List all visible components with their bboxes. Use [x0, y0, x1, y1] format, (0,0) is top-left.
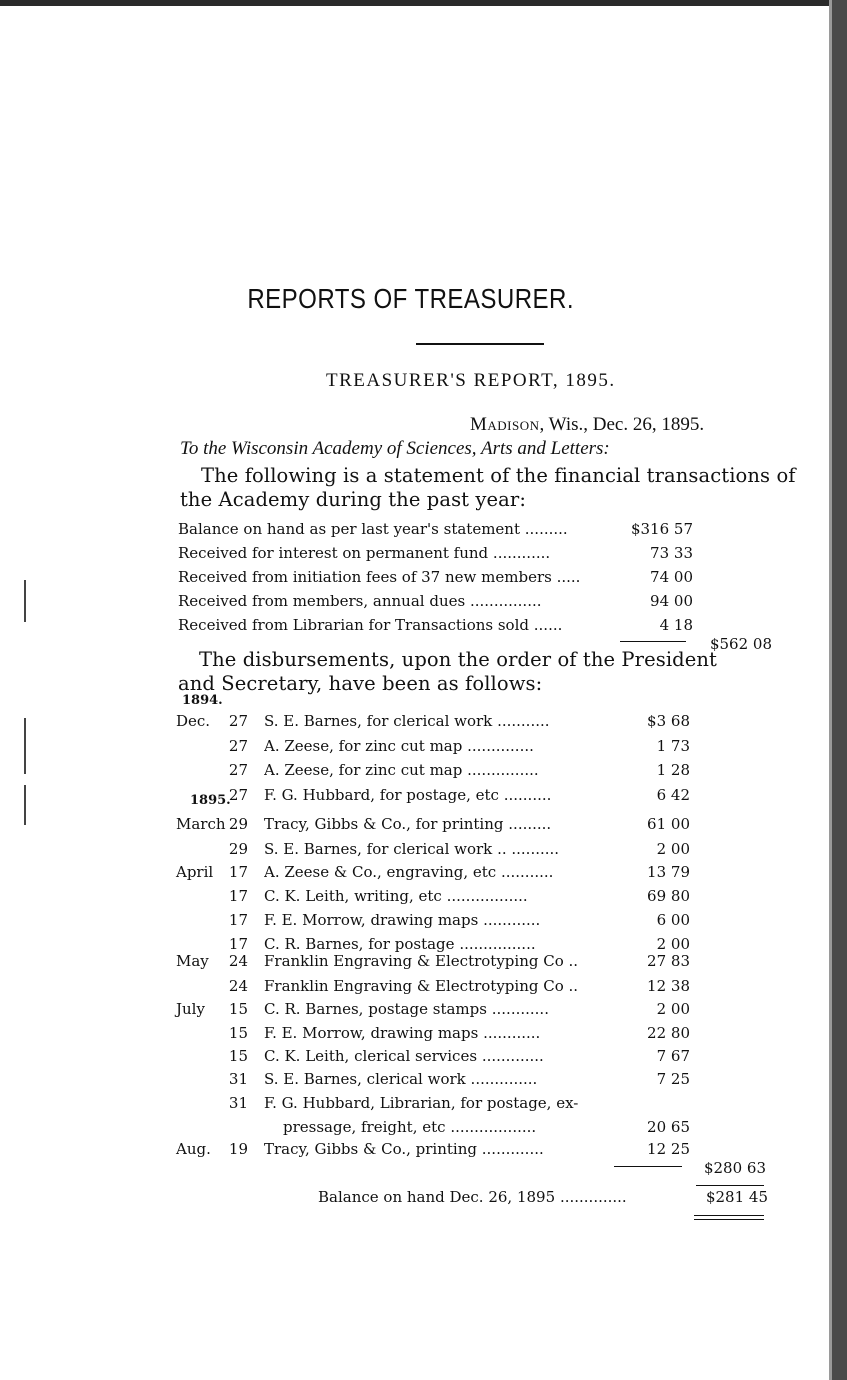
disb-day: 29 [228, 840, 248, 858]
scan-mark [24, 718, 26, 774]
disb-day: 19 [228, 1140, 248, 1158]
disb-description: C. K. Leith, clerical services ............. [264, 1047, 544, 1065]
disb-amount: 2 00 [656, 1000, 690, 1018]
disb-description: A. Zeese, for zinc cut map ............... [264, 761, 539, 779]
disbursement-row [172, 952, 690, 976]
disb-day: 17 [228, 887, 248, 905]
disb-description: F. G. Hubbard, Librarian, for postage, ex- [264, 1094, 579, 1112]
disb-description: C. K. Leith, writing, etc ................. [264, 887, 528, 905]
disb-day: 24 [228, 977, 248, 995]
disb-amount: 12 25 [647, 1140, 690, 1158]
disb-amount: 7 67 [656, 1047, 690, 1065]
intro-line: the Academy during the past year: [180, 488, 526, 511]
disb-day: 27 [228, 786, 248, 804]
disb-amount: 2 00 [656, 840, 690, 858]
disb-month: May [176, 952, 209, 970]
disb-day: 15 [228, 1047, 248, 1065]
disb-description: A. Zeese & Co., engraving, etc ........... [264, 863, 554, 881]
disb-description: S. E. Barnes, for clerical work ........... [264, 712, 550, 730]
disbursements-total-amount: $280 63 [703, 1159, 766, 1177]
disbursement-row [172, 786, 690, 810]
disb-description: C. R. Barnes, for postage ................ [264, 935, 536, 953]
disb-amount: 69 80 [647, 887, 690, 905]
disb-day: 27 [228, 737, 248, 755]
receipt-row [178, 568, 693, 592]
disb-amount: 7 25 [656, 1070, 690, 1088]
disb-month: March [176, 815, 226, 833]
disb-month: Dec. [176, 712, 211, 730]
disb-month: July [176, 1000, 205, 1018]
disb-description: A. Zeese, for zinc cut map .............. [264, 737, 534, 755]
disb-description: C. R. Barnes, postage stamps ............ [264, 1000, 549, 1018]
receipt-label: Received from Librarian for Transactions sold ...... [178, 616, 563, 634]
balance-double-rule [694, 1215, 764, 1220]
disb-amount: 1 28 [656, 761, 690, 779]
disb-intro-line: The disbursements, upon the order of the President [199, 648, 717, 671]
receipt-amount: 94 00 [650, 592, 693, 610]
disbursement-row [172, 1118, 690, 1142]
disb-description: F. G. Hubbard, for postage, etc .......... [264, 786, 552, 804]
disb-amount: 6 00 [656, 911, 690, 929]
disb-month: Aug. [176, 1140, 211, 1158]
disb-description: Tracy, Gibbs & Co., printing ............. [264, 1140, 544, 1158]
disb-day: 24 [228, 952, 248, 970]
balance-label: Balance on hand Dec. 26, 1895 .............. [318, 1188, 627, 1206]
receipt-amount: 4 18 [659, 616, 693, 634]
disbursement-row [172, 1047, 690, 1071]
dateline-place: Madison [470, 414, 540, 435]
disbursements-rule [614, 1166, 682, 1167]
disb-description: S. E. Barnes, for clerical work .. .......... [264, 840, 560, 858]
disb-description: pressage, freight, etc .................. [283, 1118, 537, 1136]
disb-day: 17 [228, 911, 248, 929]
dateline [470, 414, 704, 436]
balance-rule [696, 1185, 764, 1186]
disbursement-row [172, 1000, 690, 1024]
scan-mark [24, 580, 26, 622]
balance-row [318, 1188, 768, 1212]
scan-mark [24, 785, 26, 825]
disb-amount: 13 79 [647, 863, 690, 881]
disbursement-row [172, 1094, 690, 1118]
disb-amount: 2 00 [656, 935, 690, 953]
disb-amount: 61 00 [647, 815, 690, 833]
disbursement-row [172, 1070, 690, 1094]
disb-amount: 12 38 [647, 977, 690, 995]
disbursement-row [172, 761, 690, 785]
intro-line: The following is a statement of the financial transactions of [201, 464, 796, 487]
disb-amount: 1 73 [656, 737, 690, 755]
disb-day: 31 [228, 1094, 248, 1112]
salutation: To the Wisconsin Academy of Sciences, Arts and Letters: [180, 438, 610, 459]
disbursement-row [172, 977, 690, 1001]
disb-day: 31 [228, 1070, 248, 1088]
receipt-label: Balance on hand as per last year's statement ......... [178, 520, 568, 538]
disb-description: Franklin Engraving & Electrotyping Co .. [264, 952, 579, 970]
balance-amount: $281 45 [705, 1188, 768, 1206]
disb-description: Tracy, Gibbs & Co., for printing ......... [264, 815, 552, 833]
receipt-row [178, 544, 693, 568]
receipts-rule [620, 641, 686, 642]
disb-day: 27 [228, 712, 248, 730]
receipt-row [178, 592, 693, 616]
disbursement-row [172, 887, 690, 911]
disbursement-row [172, 840, 690, 864]
disbursement-row [172, 911, 690, 935]
disb-description: S. E. Barnes, clerical work .............. [264, 1070, 538, 1088]
disb-day: 17 [228, 935, 248, 953]
disbursements-intro [178, 648, 717, 696]
page-title: REPORTS OF TREASURER. [247, 283, 574, 314]
disb-day: 15 [228, 1024, 248, 1042]
disbursements-total [690, 1159, 766, 1183]
disb-day: 17 [228, 863, 248, 881]
disbursement-row [172, 737, 690, 761]
disb-day: 29 [228, 815, 248, 833]
disbursement-row [172, 712, 690, 736]
disb-description: F. E. Morrow, drawing maps ............ [264, 911, 541, 929]
year-label-1894: 1894. [182, 693, 223, 708]
receipt-amount: 73 33 [650, 544, 693, 562]
dateline-date: , Wis., Dec. 26, 1895. [539, 414, 705, 435]
receipt-label: Received from initiation fees of 37 new members ..... [178, 568, 581, 586]
disb-day: 27 [228, 761, 248, 779]
disb-description: Franklin Engraving & Electrotyping Co .. [264, 977, 579, 995]
receipt-label: Received from members, annual dues ............... [178, 592, 542, 610]
disbursement-row [172, 815, 690, 839]
receipt-row [178, 520, 693, 544]
receipt-amount: $316 57 [630, 520, 693, 538]
disbursement-row [172, 863, 690, 887]
receipt-row [178, 616, 693, 640]
disb-intro-line: and Secretary, have been as follows: [178, 672, 543, 695]
scan-right-edge [829, 0, 847, 1380]
disb-amount: 27 83 [647, 952, 690, 970]
disb-description: F. E. Morrow, drawing maps ............ [264, 1024, 541, 1042]
year-label-1895: 1895. [190, 793, 231, 808]
intro-paragraph [180, 464, 796, 512]
report-subtitle: TREASURER'S REPORT, 1895. [326, 370, 616, 391]
receipt-label: Received for interest on permanent fund ............ [178, 544, 551, 562]
disbursement-row [172, 1140, 690, 1164]
disbursement-row [172, 1024, 690, 1048]
disb-amount: 22 80 [647, 1024, 690, 1042]
scan-top-edge [0, 0, 847, 6]
disb-month: April [176, 863, 214, 881]
disb-amount: $3 68 [647, 712, 690, 730]
disb-amount: 6 42 [656, 786, 690, 804]
disb-amount: 20 65 [647, 1118, 690, 1136]
disb-day: 15 [228, 1000, 248, 1018]
receipt-amount: 74 00 [650, 568, 693, 586]
title-rule [416, 343, 544, 345]
receipts-total-amount: $562 08 [709, 635, 772, 653]
